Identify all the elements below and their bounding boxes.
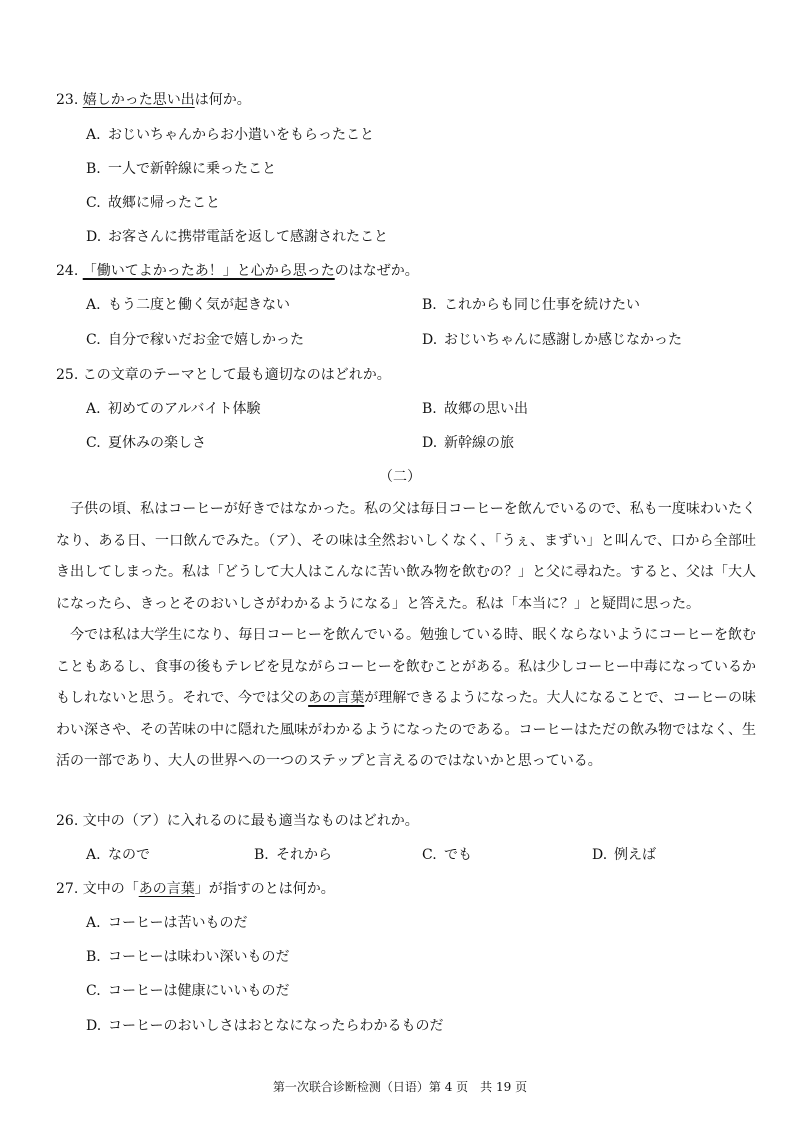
question-number: 25. xyxy=(56,367,79,383)
option-text: おじいちゃんからお小遣いをもらったこと xyxy=(108,127,374,143)
q25-option-a[interactable] xyxy=(86,398,260,418)
question-25 xyxy=(56,364,391,384)
q24-option-d[interactable] xyxy=(422,329,682,349)
paragraph-text-before: 今では私は大学生になり、毎日コーヒーを飲んでいる。勉強している時、眠くならないようにコーヒーを飲むこともあるし、食事の後もテレビを見ながらコーヒーを飲むことがある。私は少しコーヒー中毒になっているかもしれないと思う。それで、今では父の xyxy=(56,627,756,706)
option-letter: C. xyxy=(86,195,101,211)
question-number: 27. xyxy=(56,881,79,897)
question-text-before: 文中の「 xyxy=(82,881,139,897)
option-text: 新幹線の旅 xyxy=(444,435,514,451)
paragraph-text-after: が理解できるようになった。大人になることで、コーヒーの味わい深さや、その苦味の中に隠れた風味がわかるようになったのである。コーヒーはただの飲み物ではなく、生活の一部であり、大人の世界への一つのステップと言えるのではないかと思っている。 xyxy=(56,690,756,769)
option-text: もう二度と働く気が起きない xyxy=(108,297,290,313)
option-text: それから xyxy=(276,847,332,863)
question-text: のはなぜか。 xyxy=(334,263,419,279)
option-text: 初めてのアルバイト体験 xyxy=(108,401,261,417)
option-text: おじいちゃんに感謝しか感じなかった xyxy=(444,332,682,348)
q23-option-b[interactable] xyxy=(86,158,276,178)
question-text: 文中の（ア）に入れるのに最も適当なものはどれか。 xyxy=(82,813,419,829)
q23-option-a[interactable] xyxy=(86,124,374,144)
question-number: 24. xyxy=(56,263,79,279)
option-letter: A. xyxy=(86,401,101,417)
q27-option-b[interactable] xyxy=(86,946,289,966)
question-27 xyxy=(56,878,335,898)
question-underlined-text: あの言葉 xyxy=(138,881,195,897)
q26-option-b[interactable] xyxy=(254,844,332,864)
question-text-after: 」が指すのとは何か。 xyxy=(194,881,335,897)
option-text: 故郷の思い出 xyxy=(444,401,528,417)
option-letter: C. xyxy=(86,983,101,999)
question-23 xyxy=(56,89,251,109)
q27-option-a[interactable] xyxy=(86,912,247,932)
option-letter: A. xyxy=(86,127,101,143)
option-text: 自分で稼いだお金で嬉しかった xyxy=(108,332,304,348)
option-letter: A. xyxy=(86,297,101,313)
option-letter: B. xyxy=(86,949,101,965)
option-text: これからも同じ仕事を続けたい xyxy=(444,297,640,313)
q24-option-c[interactable] xyxy=(86,329,304,349)
q23-option-c[interactable] xyxy=(86,192,220,212)
q26-option-d[interactable] xyxy=(592,844,656,864)
option-letter: A. xyxy=(86,915,101,931)
q24-option-b[interactable] xyxy=(422,294,640,314)
q26-option-c[interactable] xyxy=(422,844,472,864)
option-letter: C. xyxy=(422,847,437,863)
option-text: コーヒーは健康にいいものだ xyxy=(108,983,290,999)
passage-paragraph-1 xyxy=(56,494,756,620)
option-letter: B. xyxy=(422,297,437,313)
option-text: コーヒーは苦いものだ xyxy=(108,915,248,931)
option-text: 一人で新幹線に乗ったこと xyxy=(108,161,276,177)
option-text: 例えば xyxy=(614,847,656,863)
option-letter: D. xyxy=(422,435,438,451)
option-text: コーヒーは味わい深いものだ xyxy=(108,949,290,965)
option-letter: C. xyxy=(86,332,101,348)
q23-option-d[interactable] xyxy=(86,226,388,246)
q27-option-d[interactable] xyxy=(86,1015,443,1035)
q26-option-a[interactable] xyxy=(86,844,150,864)
option-letter: A. xyxy=(86,847,101,863)
question-26 xyxy=(56,810,419,830)
option-letter: C. xyxy=(86,435,101,451)
option-text: お客さんに携帯電話を返して感謝されたこと xyxy=(108,229,388,245)
option-text: 故郷に帰ったこと xyxy=(108,195,220,211)
option-letter: D. xyxy=(422,332,438,348)
option-letter: B. xyxy=(422,401,437,417)
q25-option-b[interactable] xyxy=(422,398,528,418)
question-underlined-text: 「働いてよかったあ！」と心から思った xyxy=(82,263,335,279)
question-number: 23. xyxy=(56,92,79,108)
passage-paragraph-2 xyxy=(56,620,756,778)
option-letter: B. xyxy=(86,161,101,177)
underlined-phrase: あの言葉 xyxy=(308,690,365,706)
q27-option-c[interactable] xyxy=(86,980,289,1000)
option-text: 夏休みの楽しさ xyxy=(108,435,206,451)
option-letter: D. xyxy=(86,229,102,245)
option-text: コーヒーのおいしさはおとなになったらわかるものだ xyxy=(108,1018,444,1034)
q25-option-d[interactable] xyxy=(422,432,514,452)
question-text: この文章のテーマとして最も適切なのはどれか。 xyxy=(82,367,391,383)
paragraph-text: 子供の頃、私はコーヒーが好きではなかった。私の父は毎日コーヒーを飲んでいるので、私も一度味わいたくなり、ある日、一口飲んでみた。（ア）、その味は全然おいしくなく、「うぇ、まずい」と叫んで、口から全部吐き出してしまった。私は「どうして大人はこんなに苦い飲み物を飲むの？」と父に尋ねた。すると、父は「大人になったら、きっとそのおいしさがわかるようになる」と答えた。私は「本当に？」と疑問に思った。 xyxy=(56,501,756,612)
option-letter: B. xyxy=(254,847,269,863)
option-text: でも xyxy=(444,847,472,863)
option-text: なので xyxy=(108,847,150,863)
option-letter: D. xyxy=(592,847,608,863)
question-underlined-text: 嬉しかった思い出 xyxy=(82,92,195,108)
section-heading: （二） xyxy=(379,469,421,485)
question-text: は何か。 xyxy=(194,92,251,108)
page-footer: 第一次联合诊断检测（日语）第 4 页 共 19 页 xyxy=(272,1080,528,1094)
q25-option-c[interactable] xyxy=(86,432,206,452)
question-24 xyxy=(56,260,419,280)
option-letter: D. xyxy=(86,1018,102,1034)
question-number: 26. xyxy=(56,813,79,829)
q24-option-a[interactable] xyxy=(86,294,290,314)
